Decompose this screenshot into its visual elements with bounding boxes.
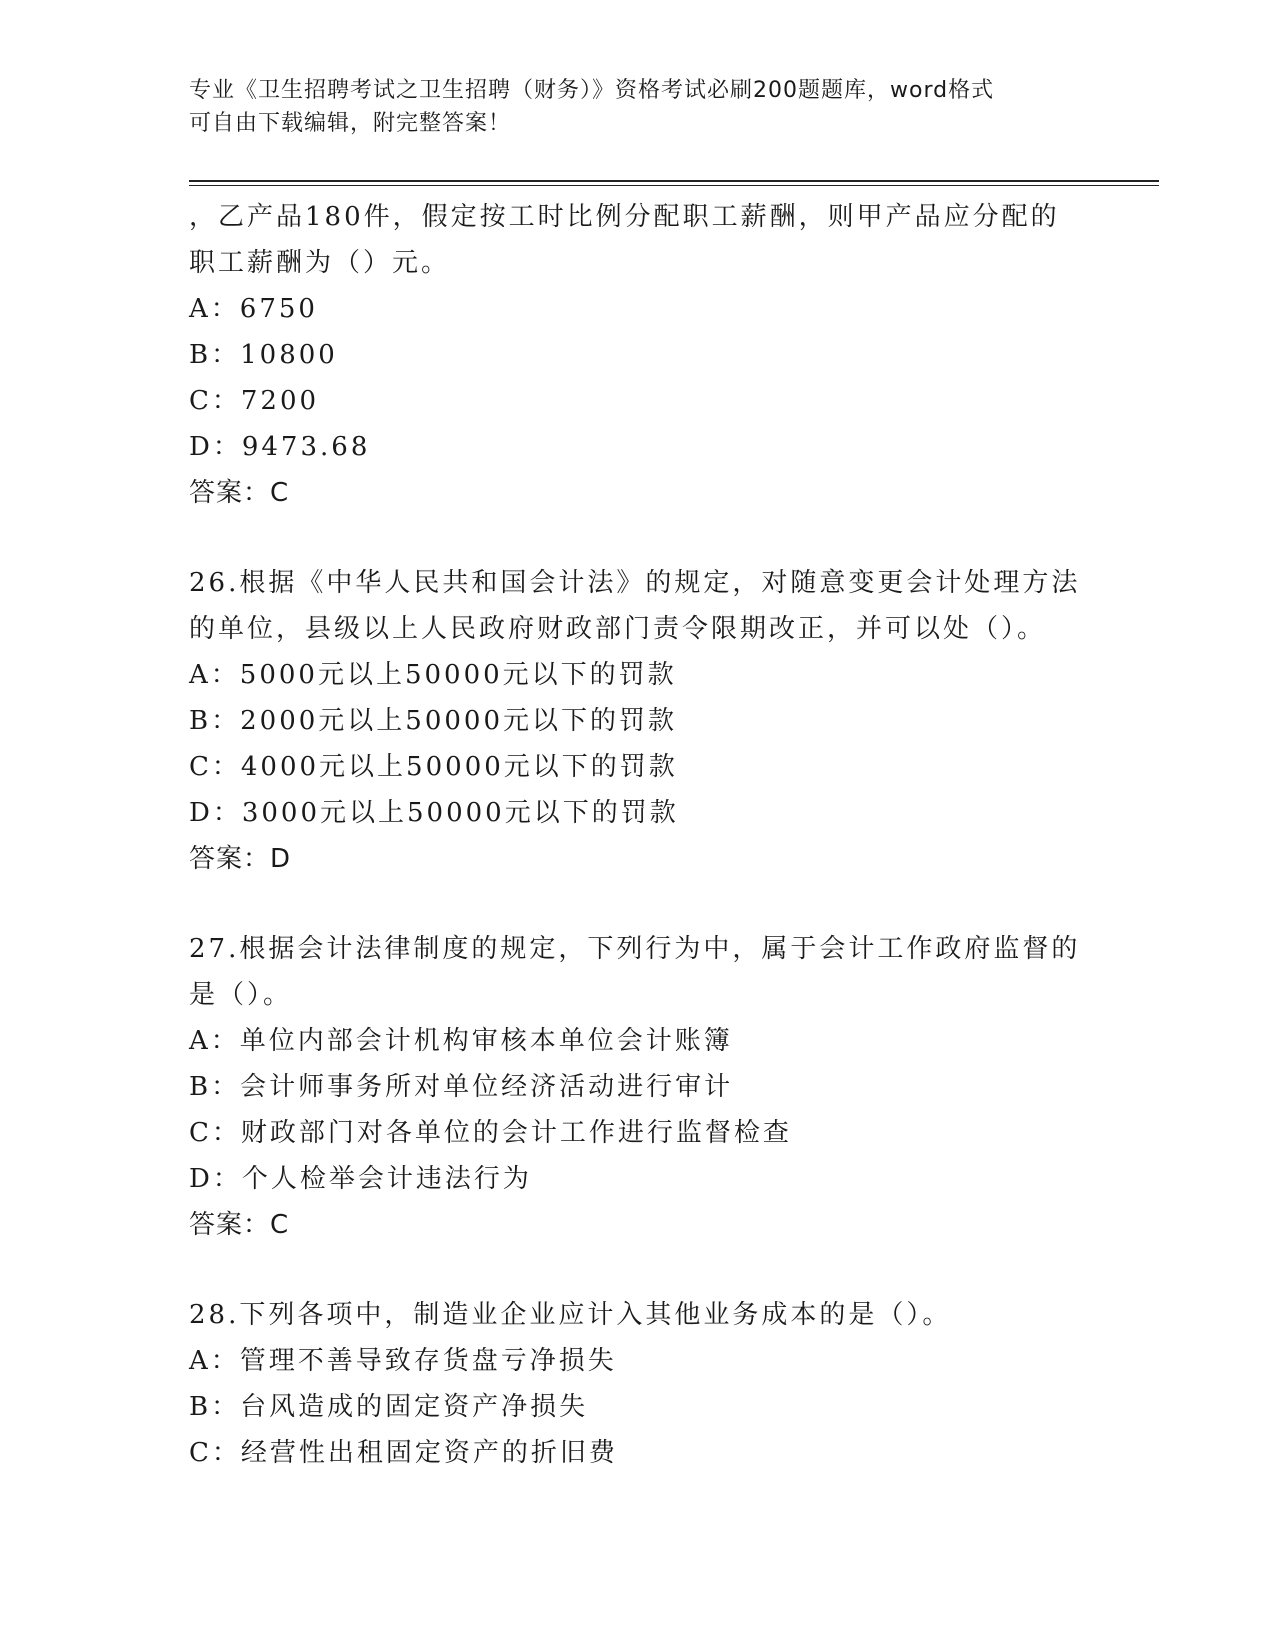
answer-line: 答案：C xyxy=(189,478,290,508)
option-d: D：个人检举会计违法行为 xyxy=(189,1164,532,1194)
option-b: B：台风造成的固定资产净损失 xyxy=(189,1392,589,1422)
question-stem-line: 职工薪酬为（）元。 xyxy=(189,248,451,278)
answer-line: 答案：D xyxy=(189,844,292,874)
option-a: A：单位内部会计机构审核本单位会计账簿 xyxy=(189,1026,733,1056)
question-stem-line: 的单位，县级以上人民政府财政部门责令限期改正，并可以处（）。 xyxy=(189,614,1047,644)
option-b: B：2000元以上50000元以下的罚款 xyxy=(189,706,677,736)
option-c: C：经营性出租固定资产的折旧费 xyxy=(189,1438,618,1468)
option-b: B：会计师事务所对单位经济活动进行审计 xyxy=(189,1072,734,1102)
question-stem-line: 是（）。 xyxy=(189,980,293,1010)
option-b: B：10800 xyxy=(189,340,338,370)
answer-line: 答案：C xyxy=(189,1210,290,1240)
header-divider xyxy=(189,180,1159,182)
question-28 xyxy=(189,1292,1089,1476)
option-a: A：管理不善导致存货盘亏净损失 xyxy=(189,1346,617,1376)
question-27 xyxy=(189,926,1089,1248)
option-c: C：财政部门对各单位的会计工作进行监督检查 xyxy=(189,1118,792,1148)
question-list xyxy=(189,194,1089,1476)
question-stem-line: 27.根据会计法律制度的规定，下列行为中，属于会计工作政府监督的 xyxy=(189,934,1081,964)
option-a: A：5000元以上50000元以下的罚款 xyxy=(189,660,677,690)
question-25-continuation xyxy=(189,194,1089,516)
header-line-1: 专业《卫生招聘考试之卫生招聘（财务）》资格考试必刷200题题库，word格式 xyxy=(189,78,995,103)
option-c: C：4000元以上50000元以下的罚款 xyxy=(189,752,678,782)
question-stem-line: 26.根据《中华人民共和国会计法》的规定，对随意变更会计处理方法 xyxy=(189,568,1081,598)
option-d: D：3000元以上50000元以下的罚款 xyxy=(189,798,679,828)
question-stem-line: ，乙产品180件，假定按工时比例分配职工薪酬，则甲产品应分配的 xyxy=(189,202,1060,232)
document-header xyxy=(189,74,1089,140)
question-26 xyxy=(189,560,1089,882)
header-divider-thin xyxy=(189,185,1159,186)
question-stem-line: 28.下列各项中，制造业企业应计入其他业务成本的是（）。 xyxy=(189,1300,952,1330)
header-line-2: 可自由下载编辑，附完整答案！ xyxy=(189,111,512,136)
option-c: C：7200 xyxy=(189,386,320,416)
option-a: A：6750 xyxy=(189,294,318,324)
option-d: D：9473.68 xyxy=(189,432,371,462)
